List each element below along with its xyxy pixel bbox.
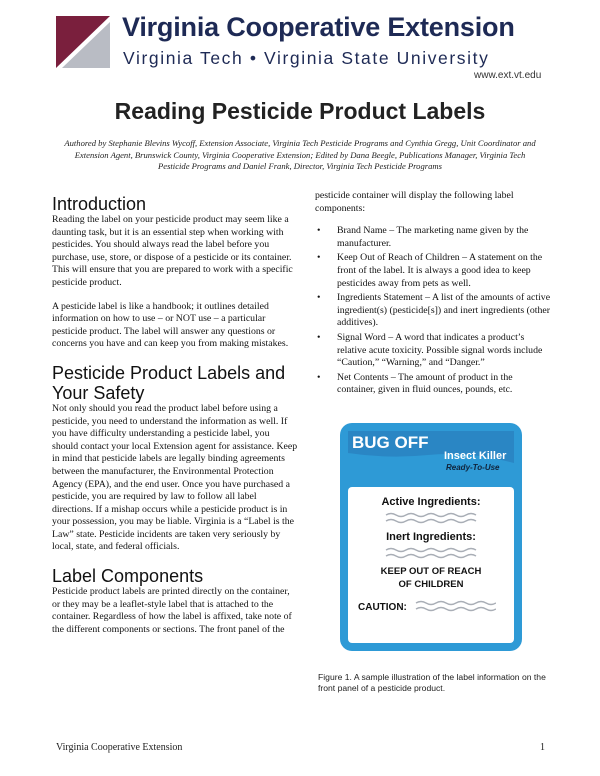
components-continued: pesticide container will display the following label components: [315,190,514,214]
bullet-icon: • [317,292,321,304]
bullet-icon: • [317,331,321,343]
label-brand-name: BUG OFF [352,433,429,452]
page-number: 1 [540,742,545,753]
label-keep-out-line-2: OF CHILDREN [398,579,464,590]
label-product-name: Insect Killer [444,450,507,462]
wave-placeholder-icon [384,511,478,525]
footer-publisher: Virginia Cooperative Extension [56,742,183,753]
figure-caption: Figure 1. A sample illustration of the label information on the front panel of a pesticide product. [318,672,546,693]
label-caution: CAUTION: [358,602,407,613]
list-item: • Ingredients Statement – A list of the amounts of active ingredient(s) (pesticide[s]) and inert ingredients (other additives). [317,292,551,329]
intro-paragraph-1: Reading the label on your pesticide product may seem like a daunting task, but it is an essential step when working with pesticides. You should always read the label before you purchase, use, store, or dispose of a pesticide or its container. This will ensure that you are prepared to work with a specific pesticide product. [52,214,293,288]
list-item: • Brand Name – The marketing name given by the manufacturer. [317,225,529,249]
list-item: • Signal Word – A word that indicates a product’s relative acute toxicity. Possible signal words include “Caution,” “Warning,” and “Danger.” [317,331,543,369]
safety-heading: Pesticide Product Labels and Your Safety [52,362,286,403]
label-net-contents [340,628,522,639]
label-components-list [315,225,553,397]
label-inert-ingredients: Inert Ingredients: [386,531,476,543]
safety-paragraph: Not only should you read the product label before using a pesticide, you need to understand the information as well. If you have difficulty understanding a pesticide label, you should contact your local Extension agent for assistance. Keep in mind that pesticide labels are legally binding agreements between the manufacturer, the Environmental Protection Agency (EPA), and the end user. Once you have purchased a pesticide, you are required by law to follow all label directions. If a mishap occurs while a pesticide product is in your possession, you may be liable. Virginia is a “Label is the Law” state. Pesticide incidents are taken very seriously by local, state, and federal officials. [52,402,298,553]
bullet-icon: • [317,371,321,383]
list-item: • Keep Out of Reach of Children – A statement on the front of the label. It is always a good idea to keep pesticides away from pets as well. [317,252,543,289]
intro-paragraph-2: A pesticide label is like a handbook; it outlines detailed information on how to use – or NOT use – a particular pesticide product. The label will answer any questions or concerns you have and can keep you from making mistakes. [52,300,289,350]
wave-placeholder-icon [384,546,478,560]
list-item: • Net Contents – The amount of product in the container, given in fluid ounces, pounds, etc. [317,371,513,396]
components-heading: Label Components [52,566,204,587]
brand-url[interactable]: www.ext.vt.edu [474,70,542,81]
intro-heading: Introduction [52,194,147,214]
brand-subtitle: Virginia Tech • Virginia State University [123,48,490,68]
components-paragraph: Pesticide product labels are printed directly on the container, or they may be a leaflet-style label that is attached to the container. Regardless of how the label is affixed, take note of the different components or sections. The front panel of the [52,586,292,635]
label-active-ingredients: Active Ingredients: [381,496,481,508]
net-contents-label: Net Contents: [358,628,421,639]
wave-placeholder-icon [414,599,496,613]
brand-title: Virginia Cooperative Extension [122,12,515,42]
right-column [315,190,553,399]
vce-logo-mark [56,16,110,68]
bullet-icon: • [317,252,321,264]
document-title: Reading Pesticide Product Labels [114,98,486,124]
left-column [52,194,298,636]
label-ready-to-use: Ready-To-Use [446,463,500,472]
author-credits: Authored by Stephanie Blevins Wycoff, Extension Associate, Virginia Tech Pesticide Programs and Cynthia Gregg, Unit Coordinator and Extension Agent, Brunswick County, Virginia Cooperative Extension; Edited by Dana Beegle, Publications Manager, Virginia Tech Pesticide Programs and Daniel Frank, Director, Virginia Tech Pesticide Programs [64,138,536,171]
net-contents-value: 24 FL OZ (709 mL) [423,628,504,639]
label-keep-out-line-1: KEEP OUT OF REACH [380,566,482,577]
bullet-icon: • [317,225,321,237]
